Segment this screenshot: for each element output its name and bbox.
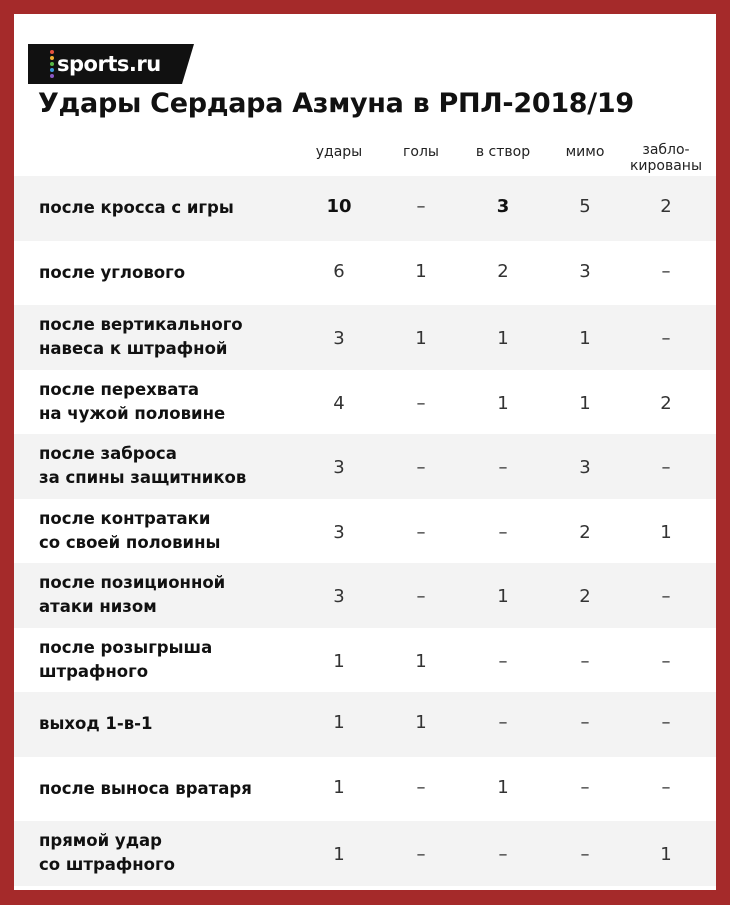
- table-cell: 1: [415, 650, 427, 672]
- row-label: после розыгрыша штрафного: [39, 637, 213, 681]
- table-cell: 1: [660, 521, 672, 543]
- column-header: удары: [315, 144, 363, 160]
- table-cell: 1: [415, 712, 427, 733]
- table-cell: –: [416, 392, 426, 414]
- table-cell: 1: [579, 328, 591, 349]
- table-cell: –: [416, 586, 426, 607]
- table-cell: 4: [333, 392, 345, 414]
- table-cell: –: [661, 776, 671, 798]
- table-cell: –: [580, 650, 590, 672]
- table-cell: 3: [496, 196, 510, 217]
- table-cell: 1: [579, 392, 591, 414]
- column-header: голы: [403, 144, 439, 160]
- logo-text: sports.ru: [57, 52, 161, 76]
- table-cell: –: [498, 457, 508, 478]
- row-label: после выноса вратаря: [39, 778, 252, 798]
- logo-dot: [50, 56, 54, 60]
- table-cell: 10: [326, 196, 352, 217]
- table-row: [14, 692, 716, 757]
- row-label: после перехвата на чужой половине: [39, 379, 226, 423]
- table-header: [14, 142, 716, 178]
- table-cell: 1: [333, 776, 345, 798]
- table-cell: 2: [660, 196, 672, 217]
- table-cell: 2: [497, 260, 509, 282]
- column-header: забло- кированы: [629, 142, 703, 174]
- table-cell: –: [661, 650, 671, 672]
- table-cell: –: [580, 776, 590, 798]
- infographic-panel: [14, 14, 716, 890]
- table-cell: –: [580, 712, 590, 733]
- table-cell: –: [661, 328, 671, 349]
- table-cell: –: [580, 844, 590, 865]
- table-cell: 1: [415, 328, 427, 349]
- table-row: [14, 563, 716, 628]
- logo-dot: [50, 74, 54, 78]
- table-cell: –: [498, 650, 508, 672]
- table-cell: 3: [333, 457, 345, 478]
- table-cell: –: [661, 586, 671, 607]
- logo-dot: [50, 62, 54, 66]
- table-cell: –: [416, 521, 426, 543]
- table-cell: –: [416, 776, 426, 798]
- table-cell: 3: [333, 328, 345, 349]
- row-label: после заброса за спины защитников: [39, 444, 247, 487]
- logo-dot: [50, 50, 54, 54]
- table-cell: –: [498, 712, 508, 733]
- column-header: в створ: [475, 144, 531, 160]
- table-row: [14, 628, 716, 693]
- table-cell: 1: [660, 844, 672, 865]
- table-cell: –: [661, 712, 671, 733]
- row-label: выход 1-в-1: [39, 714, 153, 733]
- stats-table: [14, 176, 716, 886]
- logo-dot: [50, 68, 54, 72]
- row-label: прямой удар со штрафного: [39, 831, 175, 874]
- table-cell: 5: [579, 196, 591, 217]
- table-cell: 2: [660, 392, 672, 414]
- table-row: [14, 370, 716, 435]
- table-cell: 1: [497, 776, 509, 798]
- row-label: после углового: [39, 262, 186, 282]
- sports-ru-logo[interactable]: [28, 44, 194, 84]
- table-row: [14, 499, 716, 564]
- table-cell: 1: [415, 260, 427, 282]
- table-cell: 1: [497, 586, 509, 607]
- table-cell: 1: [497, 328, 509, 349]
- table-cell: 3: [333, 586, 345, 607]
- table-cell: 2: [579, 586, 591, 607]
- table-cell: –: [661, 260, 671, 282]
- row-label: после позиционной атаки низом: [39, 573, 226, 616]
- row-label: после кросса с игры: [39, 198, 234, 217]
- table-cell: 3: [579, 457, 591, 478]
- table-cell: –: [416, 196, 426, 217]
- table-cell: 1: [497, 392, 509, 414]
- table-row: [14, 757, 716, 822]
- table-row: [14, 305, 716, 370]
- table-cell: 3: [333, 521, 345, 543]
- table-row: [14, 434, 716, 499]
- table-cell: 2: [579, 521, 591, 543]
- logo-dots-icon: [50, 50, 54, 78]
- table-cell: 1: [333, 844, 345, 865]
- table-cell: –: [498, 521, 508, 543]
- table-cell: –: [416, 844, 426, 865]
- table-cell: –: [416, 457, 426, 478]
- table-row: [14, 241, 716, 306]
- table-row: [14, 821, 716, 886]
- row-label: после вертикального навеса к штрафной: [39, 315, 243, 358]
- table-cell: 3: [579, 260, 591, 282]
- page-title: Удары Сердара Азмуна в РПЛ-2018/19: [38, 88, 634, 119]
- table-cell: 6: [333, 260, 345, 282]
- table-row: [14, 176, 716, 241]
- table-cell: 1: [333, 712, 345, 733]
- row-label: после контратаки со своей половины: [39, 508, 221, 552]
- table-cell: 1: [333, 650, 345, 672]
- column-header: мимо: [565, 144, 605, 160]
- table-cell: –: [661, 457, 671, 478]
- table-cell: –: [498, 844, 508, 865]
